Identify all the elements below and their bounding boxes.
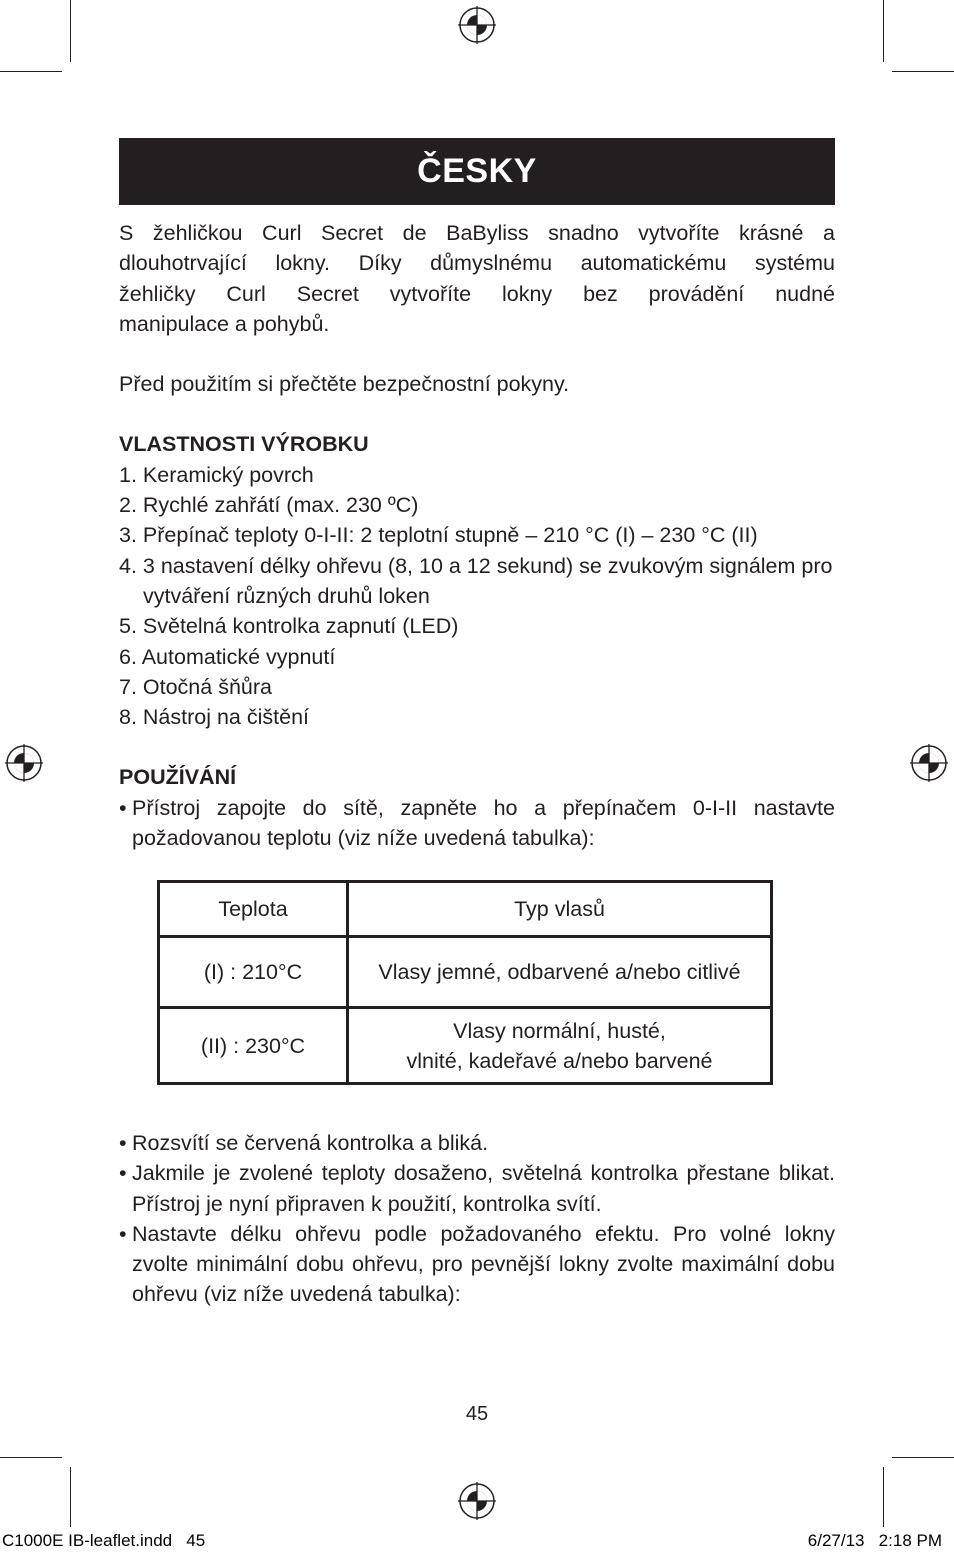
intro-paragraph bbox=[119, 218, 835, 339]
table-header-row bbox=[159, 882, 772, 937]
intro-line: S žehličkou Curl Secret de BaByliss snadno vytvoříte krásné a bbox=[119, 221, 835, 245]
crop-mark bbox=[883, 0, 884, 62]
features-heading: VLASTNOSTI VÝROBKU bbox=[119, 432, 369, 457]
crop-mark bbox=[0, 1457, 62, 1458]
crop-mark bbox=[70, 1467, 71, 1527]
table-cell: (II) : 230°C bbox=[159, 1008, 348, 1084]
page-title: ČESKY bbox=[417, 152, 537, 190]
features-list bbox=[119, 460, 835, 733]
crop-mark bbox=[70, 0, 71, 62]
registration-mark-icon bbox=[458, 6, 496, 44]
list-item: • Rozsvítí se červená kontrolka a bliká. bbox=[119, 1131, 489, 1155]
usage-list bbox=[119, 1128, 835, 1310]
table-header-cell: Teplota bbox=[159, 882, 348, 937]
intro-line: dlouhotrvající lokny. Díky důmyslnému automatickému systému bbox=[119, 251, 835, 276]
slug-date-info: 6/27/13 2:18 PM bbox=[807, 1531, 942, 1550]
table-row bbox=[159, 937, 772, 1008]
list-item: 1. Keramický povrch bbox=[119, 462, 314, 487]
crop-mark bbox=[892, 71, 954, 72]
crop-mark bbox=[892, 1457, 954, 1458]
registration-mark-icon bbox=[5, 744, 43, 782]
intro-line: manipulace a pohybů. bbox=[119, 311, 330, 336]
list-item: 4. 3 nastavení délky ohřevu (8, 10 a 12 sekund) se zvukovým signálem pro vytváření různých druhů loken bbox=[119, 553, 833, 608]
list-item: 5. Světelná kontrolka zapnutí (LED) bbox=[119, 614, 459, 639]
list-item: 7. Otočná šňůra bbox=[119, 674, 272, 699]
intro-line: žehličky Curl Secret vytvoříte lokny bez provádění nudné bbox=[119, 281, 835, 306]
table-header-cell: Typ vlasů bbox=[348, 882, 772, 937]
registration-mark-icon bbox=[458, 1482, 496, 1520]
page-number: 45 bbox=[465, 1403, 489, 1425]
table-row bbox=[159, 1008, 772, 1084]
crop-mark bbox=[0, 71, 62, 72]
list-item: • Nastavte délku ohřevu podle požadovaného efektu. Pro volné lokny zvolte minimální dobu ohřevu, pro pevnější lokny zvolte maximální dobu ohřevu (viz níže uvedená tabulka): bbox=[119, 1221, 835, 1307]
table-cell: Vlasy normální, husté, vlnité, kadeřavé a/nebo barvené bbox=[348, 1008, 772, 1084]
usage-instructions bbox=[119, 1128, 835, 1310]
language-header bbox=[119, 138, 835, 205]
crop-mark bbox=[883, 1467, 884, 1527]
safety-note: Před použitím si přečtěte bezpečnostní pokyny. bbox=[119, 372, 570, 397]
registration-mark-icon bbox=[910, 744, 948, 782]
usage-list bbox=[119, 793, 835, 854]
main-content bbox=[119, 218, 835, 853]
slug-file-info: C1000E IB-leaflet.indd 45 bbox=[2, 1531, 206, 1550]
list-item: 8. Nástroj na čištění bbox=[119, 705, 310, 730]
temperature-table bbox=[157, 880, 773, 1085]
table-cell: Vlasy jemné, odbarvené a/nebo citlivé bbox=[348, 937, 772, 1008]
list-item: • Přístroj zapojte do sítě, zapněte ho a přepínačem 0-I-II nastavte požadovanou teplotu (viz níže uvedená tabulka): bbox=[119, 795, 835, 851]
list-item: 6. Automatické vypnutí bbox=[119, 644, 336, 669]
usage-heading: POUŽÍVÁNÍ bbox=[119, 765, 237, 790]
list-item: 2. Rychlé zahřátí (max. 230 ºC) bbox=[119, 493, 419, 518]
list-item: 3. Přepínač teploty 0-I-II: 2 teplotní stupně – 210 °C (I) – 230 °C (II) bbox=[119, 523, 758, 548]
list-item: • Jakmile je zvolené teploty dosaženo, světelná kontrolka přestane blikat. Přístroj je nyní připraven k použití, kontrolka svítí. bbox=[119, 1161, 835, 1216]
table-cell: (I) : 210°C bbox=[159, 937, 348, 1008]
